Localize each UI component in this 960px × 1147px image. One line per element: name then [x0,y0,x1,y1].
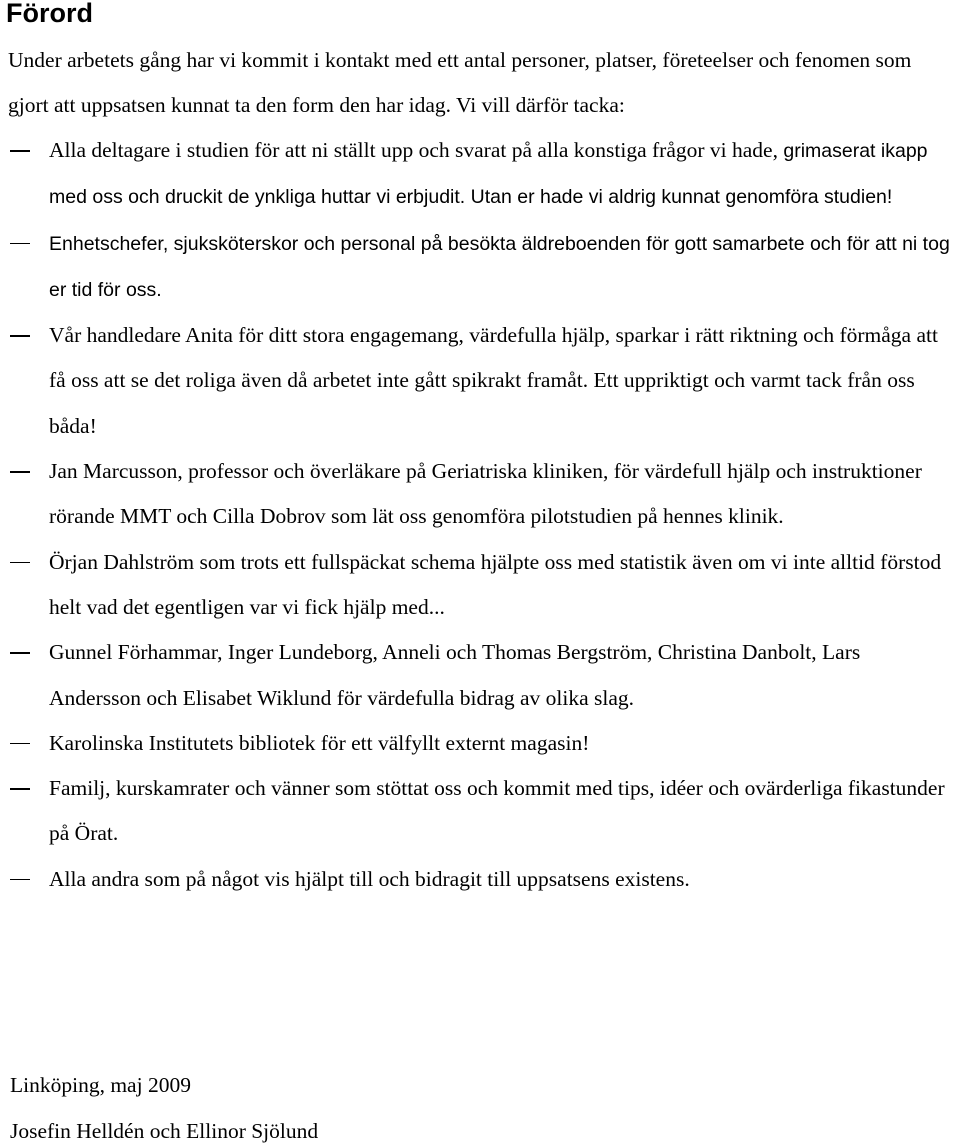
list-item [0,630,960,721]
authors-signature: Josefin Helldén och Ellinor Sjölund [10,1119,319,1143]
intro-paragraph: Under arbetets gång har vi kommit i kontakt med ett antal personer, platser, företeelser och fenomen som gjort att uppsatsen kunnat ta den form den har idag. Vi vill därför tacka: [8,48,912,117]
dash-bullet-icon [10,652,30,654]
dash-bullet-icon [10,788,30,790]
dash-bullet-icon [10,471,30,473]
dash-bullet-icon [10,335,30,337]
list-item [0,540,960,631]
dash-bullet-icon [10,562,30,564]
dash-bullet-icon [10,879,30,881]
acknowledgement-list [0,128,960,902]
page-title: Förord [6,0,93,28]
dash-bullet-icon [10,243,30,245]
list-item [0,221,960,314]
list-item [0,857,960,902]
list-item-text: Vår handledare Anita för ditt stora engagemang, värdefulla hjälp, sparkar i rätt riktning och förmåga att få oss att se det roliga även då arbetet inte gått spikrakt framåt. Ett uppriktigt och varmt tack från oss båda! [49,323,938,438]
list-item [0,313,960,449]
list-item-text: Alla deltagare i studien för att ni ställt upp och svarat på alla konstiga frågor vi hade, [49,138,784,162]
list-item-text-sans: Enhetschefer, sjuksköterskor och personal på besökta äldreboenden för gott samarbete och för att ni tog er tid för oss. [49,232,950,301]
list-item-text: Familj, kurskamrater och vänner som stöttat oss och kommit med tips, idéer och ovärderliga fikastunder på Örat. [49,776,945,846]
list-item-text: Örjan Dahlström som trots ett fullspäckat schema hjälpte oss med statistik även om vi inte alltid förstod helt vad det egentligen var vi fick hjälp med... [49,549,942,619]
list-item-text-sans: grimaserat ikapp med oss och druckit de ynkliga huttar vi erbjudit. Utan er hade vi aldrig kunnat genomföra studien! [49,140,928,209]
list-item-text: Gunnel Förhammar, Inger Lundeborg, Anneli och Thomas Bergström, Christina Danbolt, Lars Andersson och Elisabet Wiklund för värdefulla bidrag av olika slag. [49,640,861,710]
list-item-text: Jan Marcusson, professor och överläkare på Geriatriska kliniken, för värdefull hjälp och instruktioner rörande MMT och Cilla Dobrov som lät oss genomföra pilotstudien på hennes klinik. [49,459,922,529]
list-item-text: Karolinska Institutets bibliotek för ett välfyllt externt magasin! [49,730,590,755]
list-item [0,766,960,857]
dash-bullet-icon [10,150,30,152]
dash-bullet-icon [10,743,30,745]
list-item [0,721,960,766]
list-item [0,128,960,221]
list-item [0,449,960,540]
list-item-text: Alla andra som på något vis hjälpt till och bidragit till uppsatsens existens. [49,866,690,891]
place-date: Linköping, maj 2009 [10,1073,191,1097]
